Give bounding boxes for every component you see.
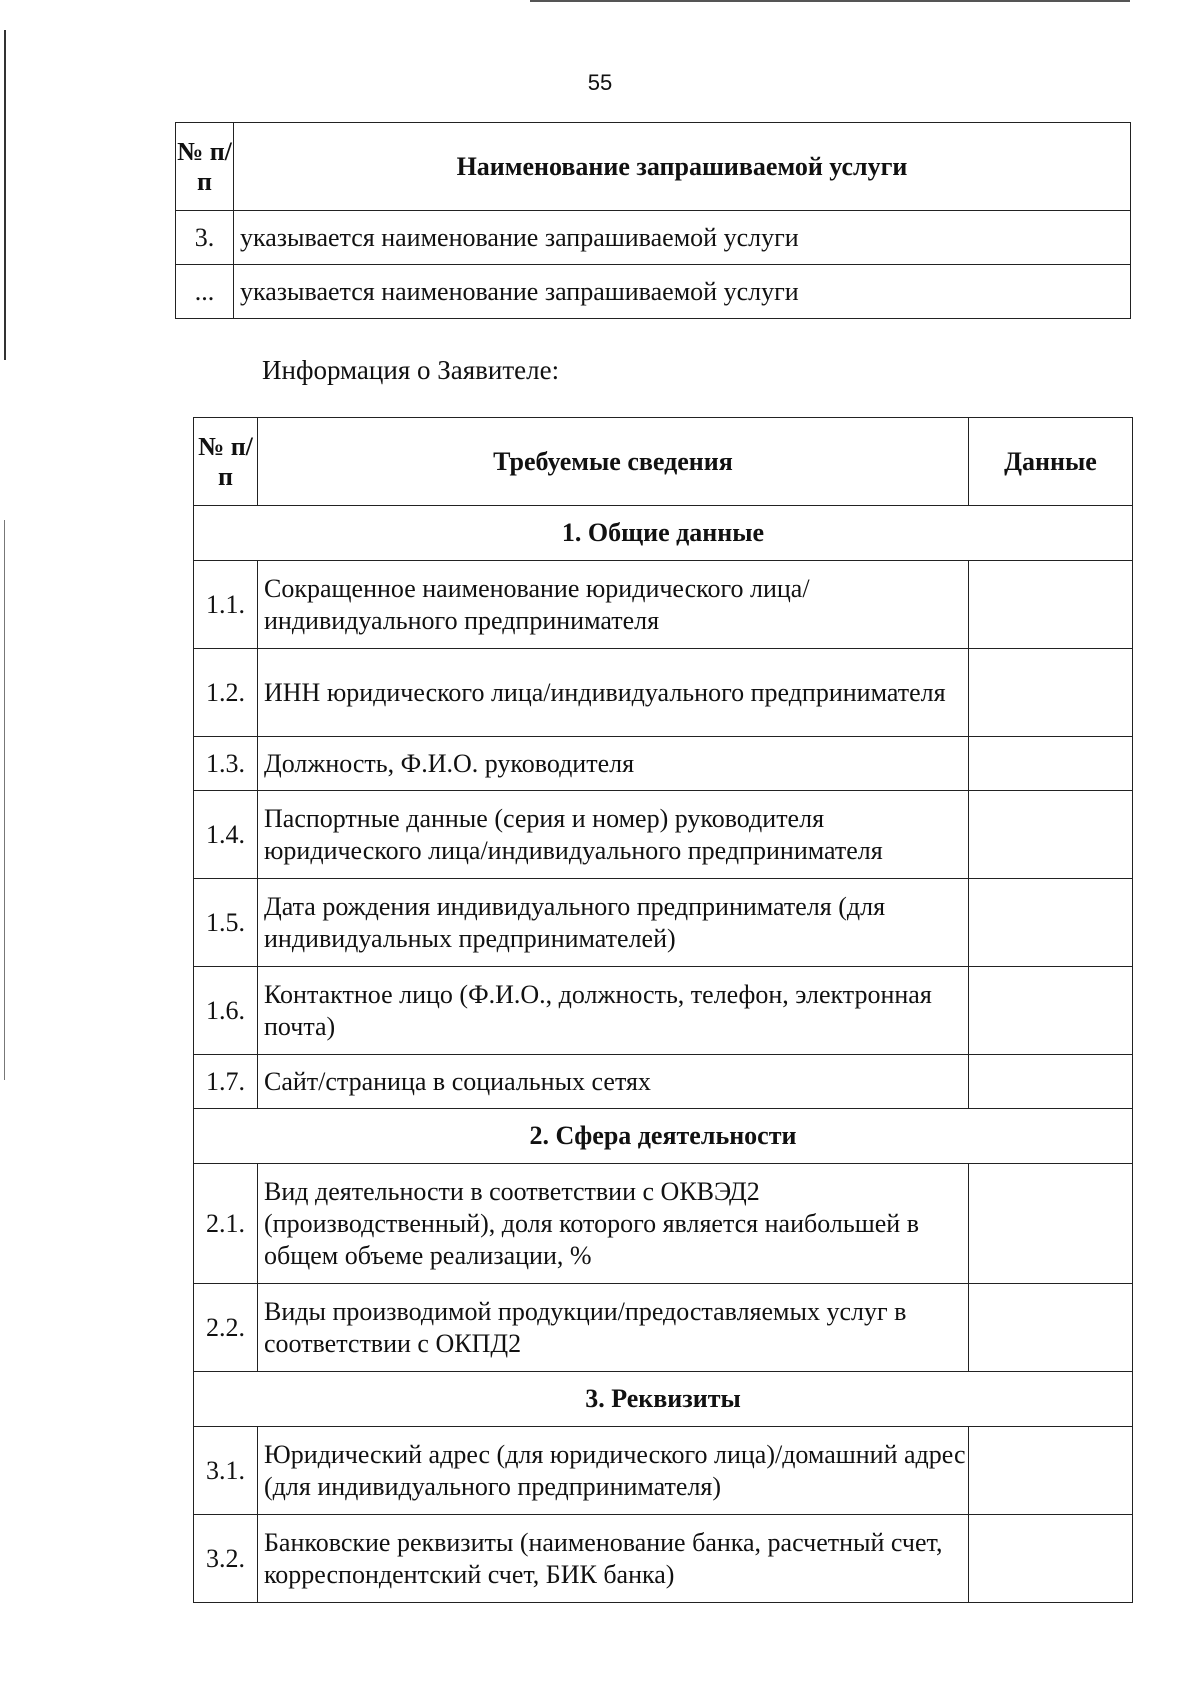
data-cell[interactable] <box>969 1515 1133 1603</box>
row-text: Паспортные данные (серия и номер) руководителя юридического лица/индивидуального предпринимателя <box>258 791 969 879</box>
table-row <box>176 265 1131 319</box>
data-cell[interactable] <box>969 561 1133 649</box>
row-number: 1.5. <box>194 879 258 967</box>
data-cell[interactable] <box>969 791 1133 879</box>
data-cell[interactable] <box>969 737 1133 791</box>
scan-edge-left-lower <box>4 520 5 1080</box>
table-row <box>194 879 1133 967</box>
column-header-service-name: Наименование запрашиваемой услуги <box>234 123 1131 211</box>
row-text: Виды производимой продукции/предоставляемых услуг в соответствии с ОКПД2 <box>258 1284 969 1372</box>
requested-services-table <box>175 122 1131 319</box>
row-text: ИНН юридического лица/индивидуального предпринимателя <box>258 649 969 737</box>
table-row <box>194 1427 1133 1515</box>
column-header-number: № п/п <box>194 418 258 506</box>
row-number: 2.2. <box>194 1284 258 1372</box>
row-text: Сокращенное наименование юридического лица/индивидуального предпринимателя <box>258 561 969 649</box>
row-number: 1.7. <box>194 1055 258 1109</box>
data-cell[interactable] <box>969 1284 1133 1372</box>
row-text: Вид деятельности в соответствии с ОКВЭД2 (производственный), доля которого является наибольшей в общем объеме реализации, % <box>258 1164 969 1284</box>
row-number: 1.4. <box>194 791 258 879</box>
row-number: ... <box>176 265 234 319</box>
table-header-row <box>194 418 1133 506</box>
table-row <box>194 561 1133 649</box>
applicant-info-table <box>193 417 1133 1603</box>
column-header-number: № п/п <box>176 123 234 211</box>
section-title: 3. Реквизиты <box>194 1372 1133 1427</box>
row-text: Должность, Ф.И.О. руководителя <box>258 737 969 791</box>
row-number: 1.3. <box>194 737 258 791</box>
column-header-data: Данные <box>969 418 1133 506</box>
page-number: 55 <box>587 70 613 95</box>
row-number: 1.2. <box>194 649 258 737</box>
row-text: Юридический адрес (для юридического лица)/домашний адрес (для индивидуального предпринимателя) <box>258 1427 969 1515</box>
data-cell[interactable] <box>969 967 1133 1055</box>
data-cell[interactable] <box>969 649 1133 737</box>
row-number: 1.1. <box>194 561 258 649</box>
row-number: 3. <box>176 211 234 265</box>
section-title: 1. Общие данные <box>194 506 1133 561</box>
table-row <box>194 791 1133 879</box>
row-text: Банковские реквизиты (наименование банка, расчетный счет, корреспондентский счет, БИК банка) <box>258 1515 969 1603</box>
data-cell[interactable] <box>969 1055 1133 1109</box>
section-row <box>194 1109 1133 1164</box>
table-row <box>194 967 1133 1055</box>
column-header-required-info: Требуемые сведения <box>258 418 969 506</box>
table-row <box>194 649 1133 737</box>
section-row <box>194 1372 1133 1427</box>
applicant-info-heading: Информация о Заявителе: <box>262 355 560 385</box>
data-cell[interactable] <box>969 879 1133 967</box>
table-row <box>194 1284 1133 1372</box>
table-row <box>194 1515 1133 1603</box>
table-row <box>194 1164 1133 1284</box>
section-row <box>194 506 1133 561</box>
table-row <box>194 737 1133 791</box>
row-text: указывается наименование запрашиваемой услуги <box>234 211 1131 265</box>
row-number: 1.6. <box>194 967 258 1055</box>
row-number: 3.2. <box>194 1515 258 1603</box>
scan-edge-top <box>530 0 1130 2</box>
row-text: указывается наименование запрашиваемой услуги <box>234 265 1131 319</box>
row-number: 3.1. <box>194 1427 258 1515</box>
table-row <box>194 1055 1133 1109</box>
row-number: 2.1. <box>194 1164 258 1284</box>
row-text: Сайт/страница в социальных сетях <box>258 1055 969 1109</box>
table-row <box>176 211 1131 265</box>
row-text: Контактное лицо (Ф.И.О., должность, телефон, электронная почта) <box>258 967 969 1055</box>
table-header-row <box>176 123 1131 211</box>
data-cell[interactable] <box>969 1427 1133 1515</box>
row-text: Дата рождения индивидуального предпринимателя (для индивидуальных предпринимателей) <box>258 879 969 967</box>
section-title: 2. Сфера деятельности <box>194 1109 1133 1164</box>
data-cell[interactable] <box>969 1164 1133 1284</box>
